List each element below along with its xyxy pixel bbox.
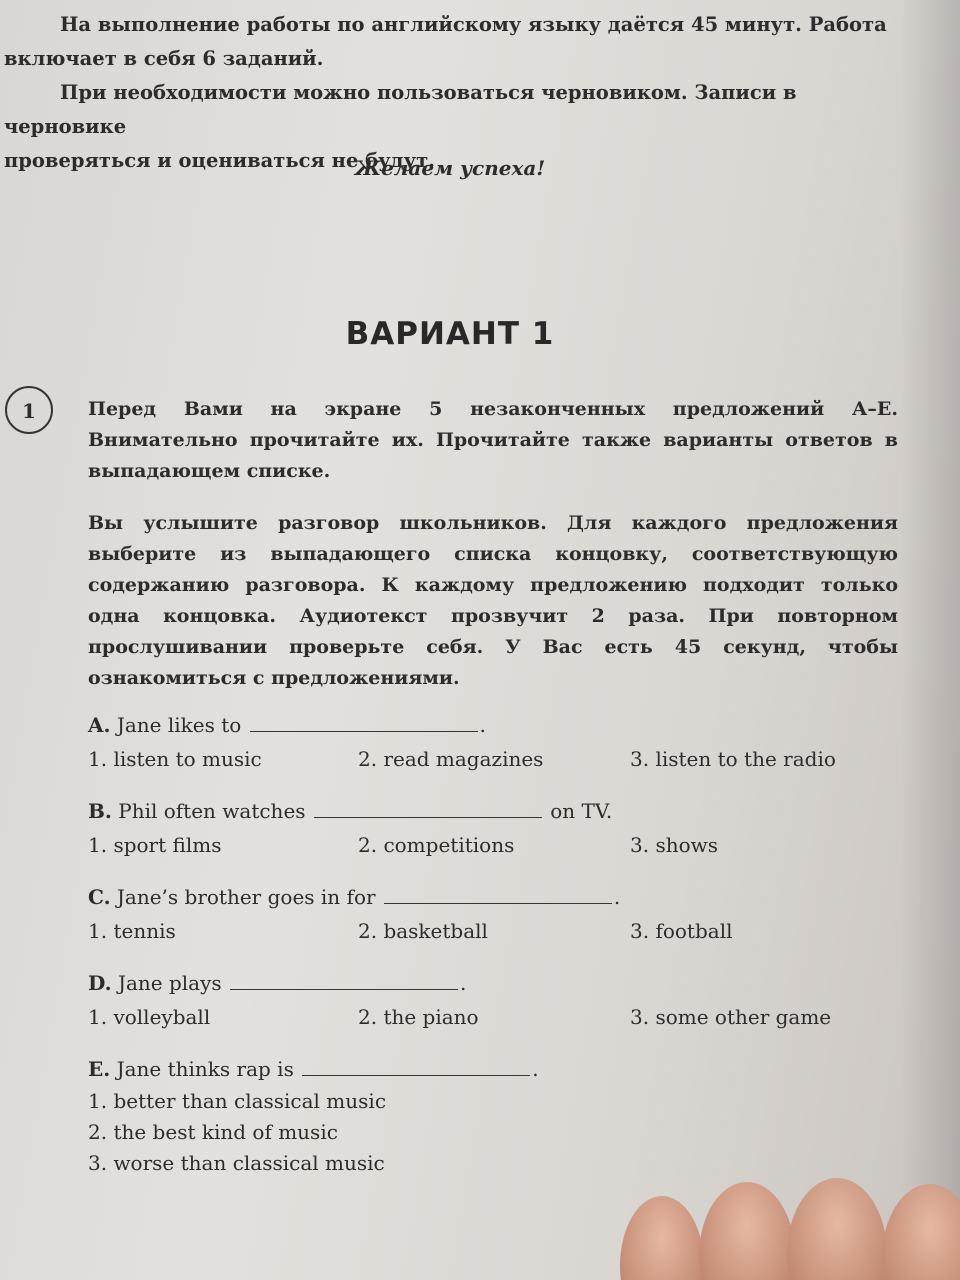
task-instruction: Вы услышите разговор школьников. Для каждого предложения выберите из выпадающего списка концовку, соответствующую содержанию разговора. К каждому предложению подходит только одна концовка. Аудиотекст прозвучит 2 раза. При повторном прослушивании проверьте себя. У Вас есть 45 секунд, чтобы ознакомиться с предложениями. — [88, 512, 898, 689]
answer-option[interactable]: 2. the piano — [358, 1005, 479, 1029]
intro-line: включает в себя 6 заданий. — [4, 47, 324, 70]
intro-text — [4, 8, 904, 178]
task-number-circle: 1 — [5, 386, 53, 434]
answer-option[interactable]: 2. basketball — [358, 919, 488, 943]
answer-option[interactable]: 3. some other game — [630, 1005, 832, 1029]
answer-blank[interactable] — [250, 709, 478, 732]
answer-option[interactable]: 2. read magazines — [358, 747, 544, 771]
answer-option[interactable]: 1. better than classical music — [88, 1089, 387, 1113]
answer-blank[interactable] — [384, 881, 612, 904]
answer-blank[interactable] — [314, 795, 542, 818]
question-ending: . — [613, 885, 621, 909]
question-letter: D. — [88, 971, 112, 995]
finger — [620, 1196, 704, 1280]
answer-option[interactable]: 2. competitions — [358, 833, 515, 857]
question-text: Jane plays — [117, 971, 222, 995]
finger — [699, 1182, 795, 1280]
finger — [882, 1184, 960, 1280]
answer-option[interactable]: 1. sport films — [88, 833, 222, 857]
answer-blank[interactable] — [302, 1053, 530, 1076]
answer-option[interactable]: 3. shows — [630, 833, 719, 857]
answer-option[interactable]: 2. the best kind of music — [88, 1120, 338, 1144]
question-d — [88, 966, 898, 1034]
question-ending: on TV. — [550, 799, 613, 823]
question-text: Jane thinks rap is — [116, 1057, 294, 1081]
intro-line: проверяться и оцениваться не будут. — [4, 149, 435, 172]
answer-option[interactable]: 3. football — [630, 919, 733, 943]
task-instruction: Перед Вами на экране 5 незаконченных предложений А–Е. Внимательно прочитайте их. Прочитайте также варианты ответов в выпадающем списке. — [88, 398, 898, 482]
page-shadow — [900, 0, 960, 1280]
question-ending: . — [479, 713, 487, 737]
answer-option[interactable]: 1. tennis — [88, 919, 176, 943]
question-b — [88, 794, 898, 862]
intro-line: При необходимости можно пользоваться черновиком. Записи в черновике — [4, 81, 797, 138]
question-c — [88, 880, 898, 948]
answer-blank[interactable] — [230, 967, 458, 990]
answer-option[interactable]: 1. listen to music — [88, 747, 262, 771]
variant-title: ВАРИАНТ 1 — [345, 316, 555, 352]
intro-line: На выполнение работы по английскому языку даётся 45 минут. Работа — [60, 13, 887, 36]
question-letter: E. — [88, 1057, 111, 1081]
good-luck-text: Желаем успеха! — [354, 156, 546, 180]
question-ending: . — [532, 1057, 539, 1081]
question-text: Jane’s brother goes in for — [116, 885, 376, 909]
finger-tips-image — [612, 1176, 960, 1280]
question-text: Phil often watches — [118, 799, 306, 823]
question-letter: A. — [88, 713, 111, 737]
answer-option[interactable]: 3. listen to the radio — [630, 747, 836, 771]
question-text: Jane likes to — [116, 713, 242, 737]
question-a — [88, 708, 898, 776]
answer-option[interactable]: 1. volleyball — [88, 1005, 211, 1029]
question-letter: C. — [88, 885, 111, 909]
question-ending: . — [460, 971, 467, 995]
answer-option[interactable]: 3. worse than classical music — [88, 1151, 385, 1175]
question-e — [88, 1052, 898, 1179]
finger — [787, 1178, 887, 1280]
question-letter: B. — [88, 799, 112, 823]
